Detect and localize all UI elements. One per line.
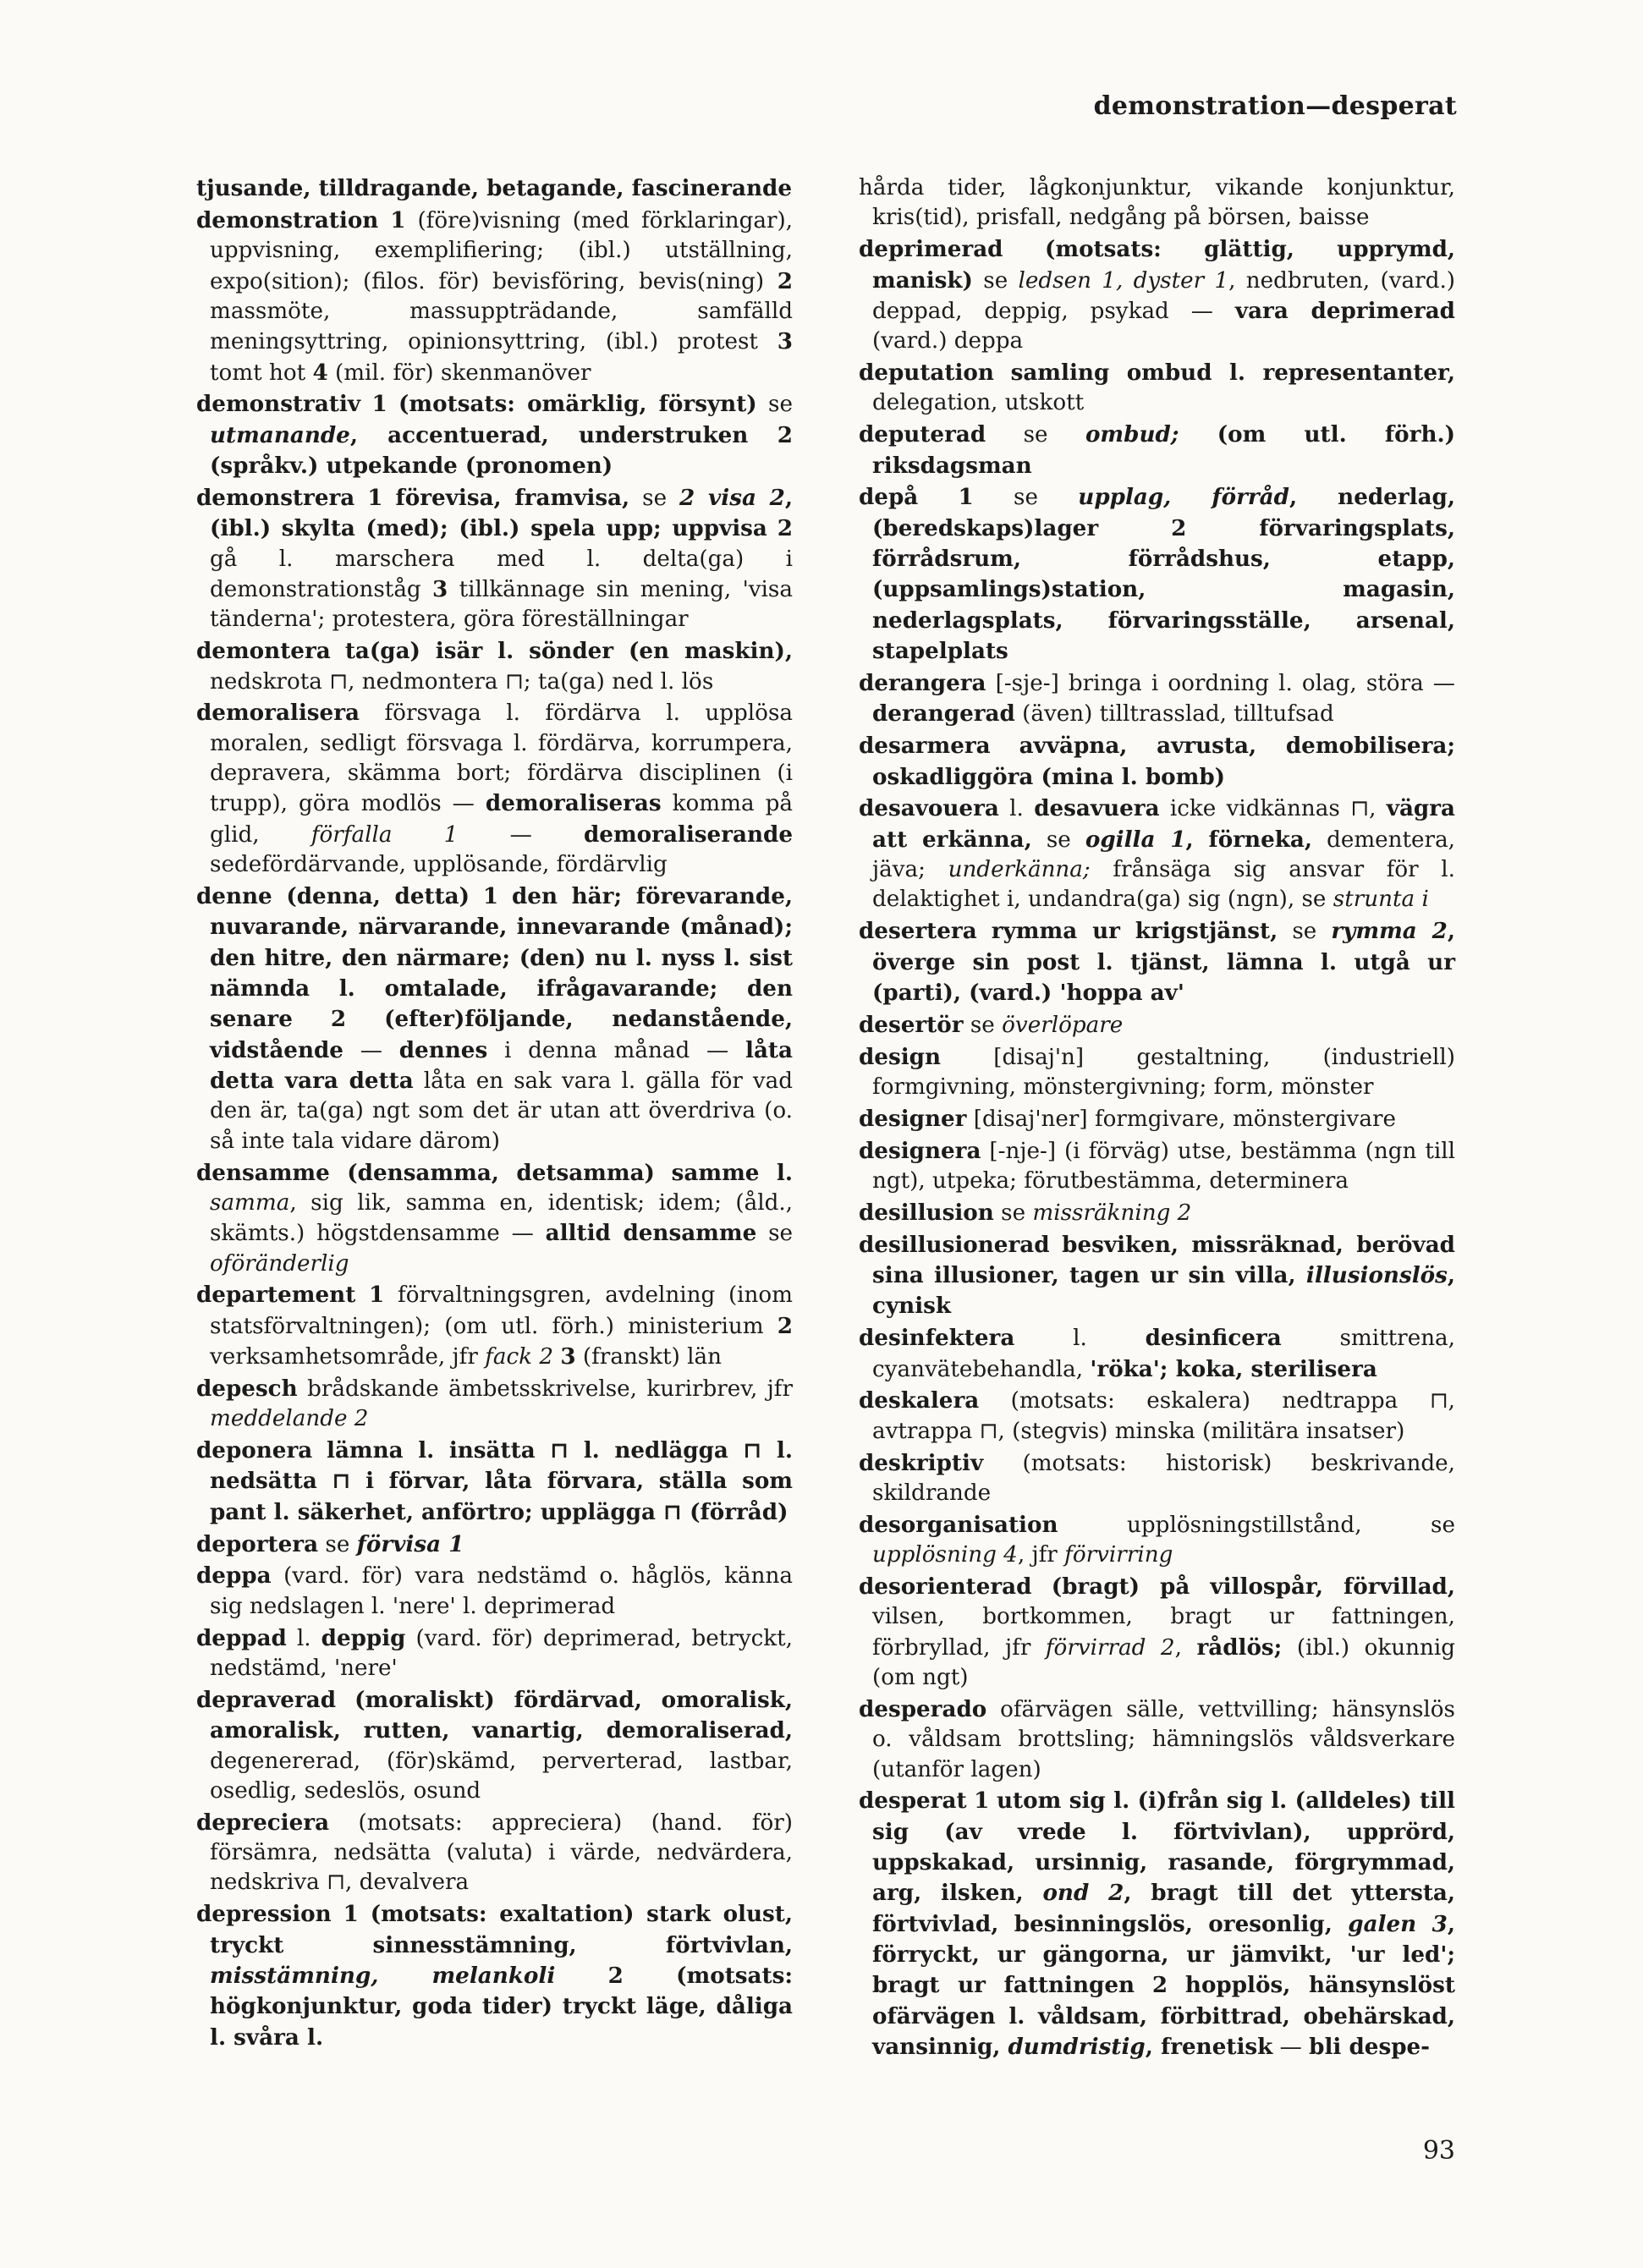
running-head: demonstration—desperat <box>1093 91 1457 121</box>
dictionary-entry: denne (denna, detta) 1 den här; förevarande, nuvarande, närvarande, innevarande (månad); den hitre, den närmare; (den) nu l. nyss l. sist nämnda l. omtalade, ifrågavarande; den senare 2 (efter)följande, nedanstående, vidstående — dennes i denna månad — låta detta vara detta låta en sak vara l. gälla för vad den är, ta(ga) ngt som det är utan att överdriva (o. så inte tala vidare därom) <box>196 882 794 1154</box>
dictionary-entry: desarmera avväpna, avrusta, demobilisera; oskadliggöra (mina l. bomb) <box>859 733 1455 790</box>
dictionary-entry: demonstration 1 (före)visning (med förklaringar), uppvisning, exemplifiering; (ibl.) utställning, expo(sition); (filos. för) bevisföring, bevis(ning) 2 massmöte, massuppträdande, samfälld meningsyttring, opinionsyttring, (ibl.) protest 3 tomt hot 4 (mil. för) skenmanöver <box>196 206 794 386</box>
dictionary-entry: demonstrativ 1 (motsats: omärklig, försynt) se utmanande, accentuerad, understruken 2 (språkv.) utpekande (pronomen) <box>196 391 793 480</box>
page-number: 93 <box>1422 2136 1455 2166</box>
dictionary-entry: deppad l. deppig (vard. för) deprimerad, betryckt, nedstämd, 'nere' <box>196 1624 793 1681</box>
dictionary-entry: desperado ofärvägen sälle, vettvilling; hänsynslös o. våldsam brottsling; hämningslös våldsverkare (utanför lagen) <box>859 1695 1455 1782</box>
dictionary-entry: depraverad (moraliskt) fördärvad, omoralisk, amoralisk, rutten, vanartig, demoraliserad, degenererad, (för)skämd, perverterad, lastbar, osedlig, sedeslös, osund <box>196 1686 793 1804</box>
dictionary-entry: desertör se överlöpare <box>859 1011 1124 1038</box>
dictionary-entry: derangera [-sje-] bringa i oordning l. olag, störa — derangerad (även) tilltrasslad, tilltufsad <box>859 670 1455 728</box>
dictionary-entry: desillusion se missräkning 2 <box>859 1199 1192 1226</box>
dictionary-entry: deskriptiv (motsats: historisk) beskrivande, skildrande <box>859 1449 1455 1506</box>
dictionary-entry: deportera se förvisa 1 <box>196 1530 464 1557</box>
dictionary-entry: desillusionerad besviken, missräknad, berövad sina illusioner, tagen ur sin villa, illusionslös, cynisk <box>859 1231 1455 1320</box>
left-column <box>196 173 793 2054</box>
dictionary-entry: deppa (vard. för) vara nedstämd o. håglös, känna sig nedslagen l. 'nere' l. deprimerad <box>196 1562 793 1619</box>
dictionary-entry: densamme (densamma, detsamma) samme l. samma, sig lik, samma en, identisk; idem; (åld., skämts.) högstdensamme — alltid densamme se oföränderlig <box>196 1159 794 1277</box>
right-column <box>859 173 1455 2064</box>
dictionary-entry: designer [disaj'ner] formgivare, mönstergivare <box>859 1105 1396 1132</box>
dictionary-entry: deprimerad (motsats: glättig, upprymd, manisk) se ledsen 1, dyster 1, nedbruten, (vard.) deppad, deppig, psykad — vara deprimerad (vard.) deppa <box>859 236 1455 354</box>
dictionary-entry: depå 1 se upplag, förråd, nederlag, (beredskaps)lager 2 förvaringsplats, förrådsrum, förrådshus, etapp, (uppsamlings)station, magasin, nederlagsplats, förvaringsställe, arsenal, stapelplats <box>859 484 1456 665</box>
dictionary-entry: deskalera (motsats: eskalera) nedtrappa ⊓, avtrappa ⊓, (stegvis) minska (militära insatser) <box>859 1387 1455 1444</box>
dictionary-entry: deponera lämna l. insätta ⊓ l. nedlägga ⊓ l. nedsätta ⊓ i förvar, låta förvara, ställa som pant l. säkerhet, anförtro; upplägga ⊓ (förråd) <box>196 1437 794 1525</box>
dictionary-entry: desinfektera l. desinficera smittrena, cyanvätebehandla, 'röka'; koka, sterilisera <box>859 1325 1455 1382</box>
dictionary-entry: desavouera l. desavuera icke vidkännas ⊓, vägra att erkänna, se ogilla 1, förneka, dementera, jäva; underkänna; frånsäga sig ansvar för l. delaktighet i, undandra(ga) sig (ngn), se strunta i <box>859 795 1456 913</box>
dictionary-entry: demontera ta(ga) isär l. sönder (en maskin), nedskrota ⊓, nedmontera ⊓; ta(ga) ned l. lös <box>196 638 794 695</box>
dictionary-entry: departement 1 förvaltningsgren, avdelning (inom statsförvaltningen); (om utl. förh.) ministerium 2 verksamhetsområde, jfr fack 2 3 (franskt) län <box>196 1282 793 1370</box>
dictionary-entry: depression 1 (motsats: exaltation) stark olust, tryckt sinnesstämning, förtvivlan, misstämning, melankoli 2 (motsats: högkonjunktur, goda tider) tryckt läge, dåliga l. svåra l. <box>196 1901 794 2051</box>
dictionary-entry: design [disaj'n] gestaltning, (industriell) formgivning, mönstergivning; form, mönster <box>859 1043 1455 1100</box>
dictionary-entry: demonstrera 1 förevisa, framvisa, se 2 visa 2, (ibl.) skylta (med); (ibl.) spela upp; uppvisa 2 gå l. marschera med l. delta(ga) i demonstrationståg 3 tillkännage sin mening, 'visa tänderna'; protestera, göra föreställningar <box>196 484 794 633</box>
dictionary-entry: desorganisation upplösningstillstånd, se upplösning 4, jfr förvirring <box>859 1511 1455 1568</box>
dictionary-entry: desperat 1 utom sig l. (i)från sig l. (alldeles) till sig (av vrede l. förtvivlan), upprörd, uppskakad, ursinnig, rasande, förgrymmad, arg, ilsken, ond 2, bragt till det yttersta, förtvivlad, besinningslös, oresonlig, galen 3, förryckt, ur gängorna, ur jämvikt, 'ur led'; bragt ur fattningen 2 hopplös, hänsynslöst ofärvägen l. våldsam, förbittrad, obehärskad, vansinnig, dumdristig, frenetisk — bli despe- <box>859 1787 1456 2061</box>
dictionary-entry: depesch brådskande ämbetsskrivelse, kurirbrev, jfr meddelande 2 <box>196 1375 793 1432</box>
dictionary-entry: deputerad se ombud; (om utl. förh.) riksdagsman <box>859 421 1455 479</box>
dictionary-entry: demoralisera försvaga l. fördärva l. upplösa moralen, sedligt försvaga l. fördärva, korrumpera, depravera, skämma bort; fördärva disciplinen (i trupp), göra modlös — demoraliseras komma på glid, förfalla 1 — demoraliserande sedefördärvande, upplösande, fördärvlig <box>196 700 793 878</box>
dictionary-entry: tjusande, tilldragande, betagande, fascinerande <box>196 175 793 201</box>
dictionary-entry: desorienterad (bragt) på villospår, förvillad, vilsen, bortkommen, bragt ur fattningen, förbryllad, jfr förvirrad 2, rådlös; (ibl.) okunnig (om ngt) <box>859 1573 1456 1690</box>
dictionary-entry: desertera rymma ur krigstjänst, se rymma 2, överge sin post l. tjänst, lämna l. utgå ur (parti), (vard.) 'hoppa av' <box>859 918 1455 1006</box>
dictionary-entry: deputation samling ombud l. representanter, delegation, utskott <box>859 360 1455 416</box>
dictionary-entry: designera [-nje-] (i förväg) utse, bestämma (ngn till ngt), utpeka; förutbestämma, determinera <box>859 1137 1455 1194</box>
dictionary-entry: hårda tider, lågkonjunktur, vikande konjunktur, kris(tid), prisfall, nedgång på börsen, baisse <box>859 175 1455 231</box>
dictionary-entry: depreciera (motsats: appreciera) (hand. för) försämra, nedsätta (valuta) i värde, nedvärdera, nedskriva ⊓, devalvera <box>196 1809 793 1896</box>
